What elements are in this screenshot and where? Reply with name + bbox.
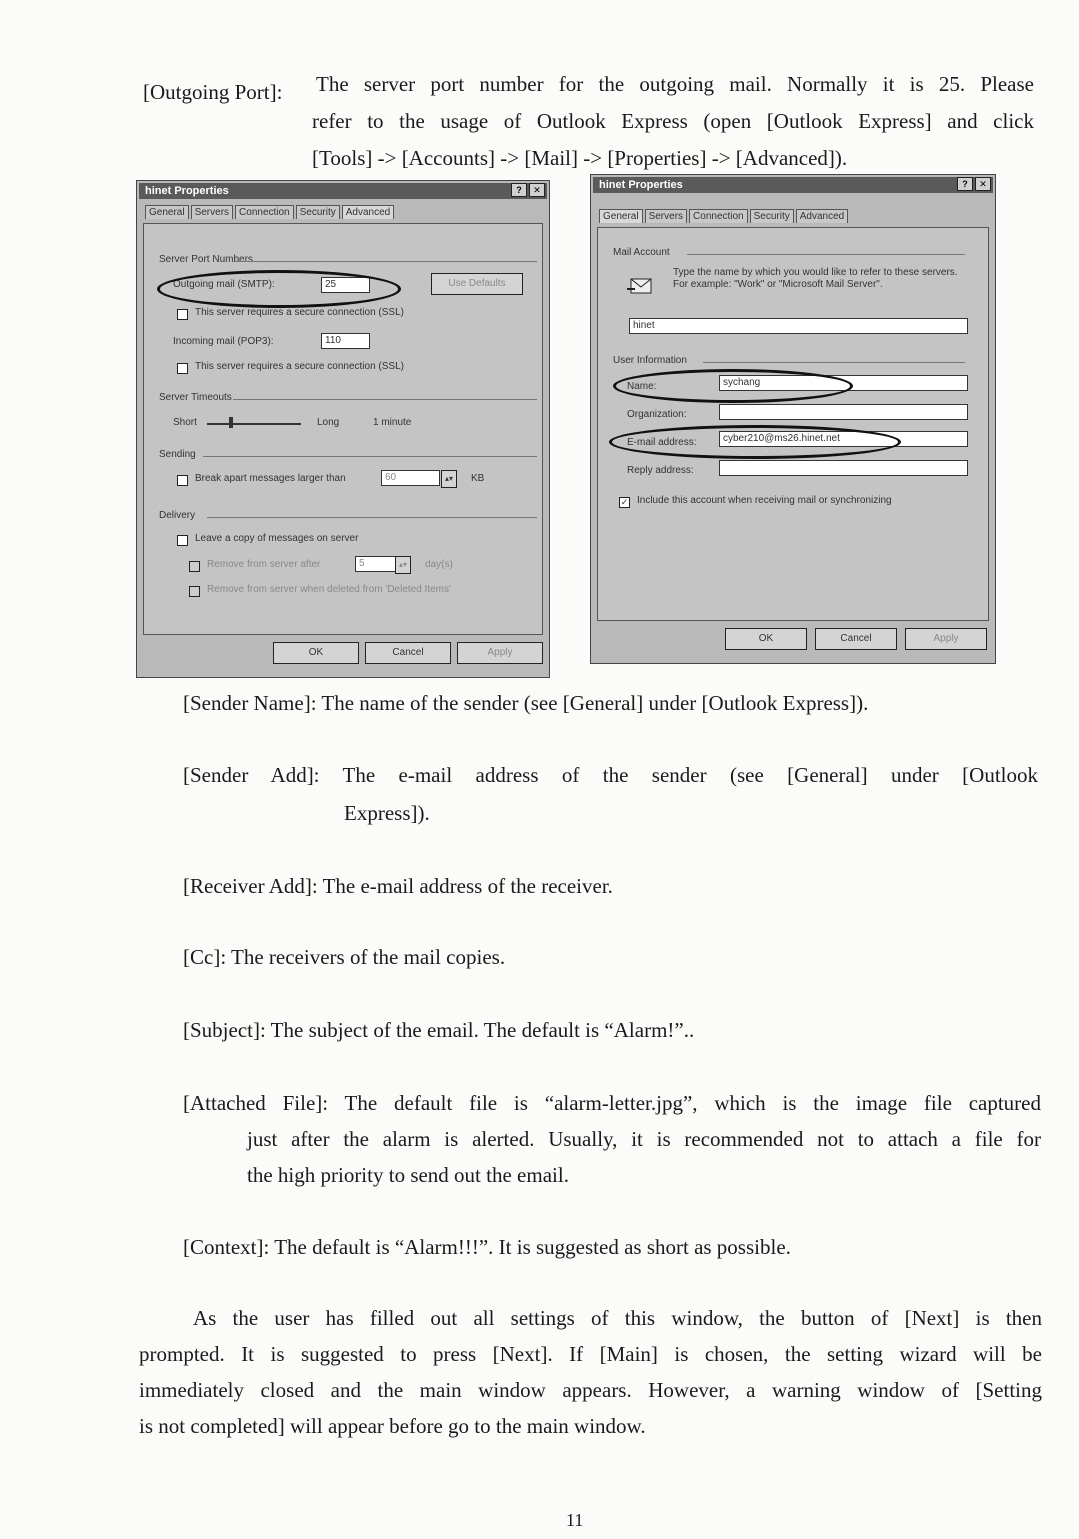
tab-connection[interactable]: Connection — [235, 205, 294, 219]
remove-after-checkbox[interactable] — [189, 561, 200, 572]
ok-button[interactable]: OK — [725, 628, 807, 650]
name-label: Name: — [627, 381, 657, 392]
outgoing-mail-label: Outgoing mail (SMTP): — [173, 279, 275, 290]
tab-connection[interactable]: Connection — [689, 209, 748, 223]
remove-after-label: Remove from server after — [207, 559, 321, 570]
help-button[interactable]: ? — [957, 177, 973, 191]
organization-label: Organization: — [627, 409, 687, 420]
leave-copy-label: Leave a copy of messages on server — [195, 533, 359, 544]
sending-group-label: Sending — [159, 449, 196, 460]
dialog-title: hinet Properties — [145, 185, 229, 197]
tab-advanced[interactable]: Advanced — [796, 209, 848, 223]
group-divider — [203, 456, 537, 457]
cancel-button[interactable]: Cancel — [365, 642, 451, 664]
email-address-input[interactable]: cyber210@ms26.hinet.net — [719, 431, 968, 447]
sender-name-description: [Sender Name]: The name of the sender (see [General] under [Outlook Express]). — [183, 691, 869, 715]
context-description: [Context]: The default is “Alarm!!!”. It is suggested as short as possible. — [183, 1235, 791, 1259]
remove-deleted-label: Remove from server when deleted from 'Deleted Items' — [207, 584, 451, 595]
sender-add-description-line-2: Express]). — [344, 801, 430, 825]
ok-button[interactable]: OK — [273, 642, 359, 664]
close-button[interactable]: ✕ — [529, 183, 545, 197]
ssl-incoming-label: This server requires a secure connection (SSL) — [195, 361, 404, 372]
break-apart-size-input[interactable]: 60 — [381, 470, 440, 486]
sender-add-description-line-1: [Sender Add]: The e-mail address of the sender (see [General] under [Outlook — [183, 763, 1038, 787]
closing-paragraph-line-1: As the user has filled out all settings of this window, the button of [Next] is then — [193, 1306, 1042, 1330]
dialog-title: hinet Properties — [599, 179, 683, 191]
tab-security[interactable]: Security — [296, 205, 340, 219]
break-apart-checkbox[interactable] — [177, 475, 188, 486]
close-button[interactable]: ✕ — [975, 177, 991, 191]
advanced-properties-dialog — [136, 180, 550, 678]
incoming-port-input[interactable]: 110 — [321, 333, 370, 349]
include-account-label: Include this account when receiving mail or synchronizing — [637, 495, 892, 506]
cancel-button[interactable]: Cancel — [815, 628, 897, 650]
timeout-slider-thumb[interactable] — [229, 417, 233, 428]
apply-button[interactable]: Apply — [905, 628, 987, 650]
include-account-checkbox[interactable]: ✓ — [620, 497, 629, 507]
timeout-short-label: Short — [173, 417, 197, 428]
tab-security[interactable]: Security — [750, 209, 794, 223]
general-properties-dialog — [590, 174, 996, 664]
page-number: 11 — [566, 1510, 584, 1530]
mail-account-group-label: Mail Account — [613, 247, 670, 258]
ssl-outgoing-checkbox[interactable] — [177, 309, 188, 320]
account-name-input[interactable]: hinet — [629, 318, 968, 334]
apply-button[interactable]: Apply — [457, 642, 543, 664]
outgoing-port-line-2: refer to the usage of Outlook Express (open [Outlook Express] and click — [312, 109, 1034, 133]
tab-advanced[interactable]: Advanced — [342, 205, 394, 219]
ssl-incoming-checkbox[interactable] — [177, 363, 188, 374]
ssl-outgoing-label: This server requires a secure connection (SSL) — [195, 307, 404, 318]
closing-paragraph-line-4: is not completed] will appear before go to the main window. — [139, 1414, 646, 1438]
help-button[interactable]: ? — [511, 183, 527, 197]
tab-servers[interactable]: Servers — [645, 209, 687, 223]
attached-file-description-line-3: the high priority to send out the email. — [247, 1163, 569, 1187]
outgoing-port-label: [Outgoing Port]: — [143, 80, 283, 104]
days-unit-label: day(s) — [425, 559, 453, 570]
email-address-label: E-mail address: — [627, 437, 697, 448]
delivery-group-label: Delivery — [159, 510, 196, 521]
dialog-title-bar — [139, 183, 547, 199]
kb-unit-label: KB — [471, 473, 485, 484]
server-ports-group-label: Server Port Numbers — [159, 254, 253, 265]
outgoing-port-line-1: The server port number for the outgoing mail. Normally it is 25. Please — [316, 72, 1034, 96]
tab-strip — [145, 205, 396, 219]
group-divider — [703, 362, 965, 363]
receiver-add-description: [Receiver Add]: The e-mail address of the receiver. — [183, 874, 613, 898]
closing-paragraph-line-2: prompted. It is suggested to press [Next]. If [Main] is chosen, the setting wizard will be — [139, 1342, 1042, 1366]
group-divider — [207, 517, 537, 518]
use-defaults-button[interactable]: Use Defaults — [431, 273, 523, 295]
remove-after-spinner[interactable]: ▴▾ — [395, 556, 411, 574]
organization-input[interactable] — [719, 404, 968, 420]
incoming-mail-label: Incoming mail (POP3): — [173, 336, 274, 347]
dialog-title-bar — [593, 177, 993, 193]
subject-description: [Subject]: The subject of the email. The default is “Alarm!”.. — [183, 1018, 695, 1042]
outgoing-port-input[interactable]: 25 — [321, 277, 370, 293]
break-apart-label: Break apart messages larger than — [195, 473, 346, 484]
name-highlight — [613, 369, 853, 403]
reply-address-input[interactable] — [719, 460, 968, 476]
tab-general[interactable]: General — [599, 209, 643, 223]
attached-file-description-line-2: just after the alarm is alerted. Usually, it is recommended not to attach a file for — [247, 1127, 1041, 1151]
timeout-long-label: Long — [317, 417, 340, 428]
cc-description: [Cc]: The receivers of the mail copies. — [183, 945, 506, 969]
remove-deleted-checkbox[interactable] — [189, 586, 200, 597]
tab-general[interactable]: General — [145, 205, 189, 219]
reply-address-label: Reply address: — [627, 465, 694, 476]
break-apart-spinner[interactable]: ▴▾ — [441, 470, 457, 488]
name-input[interactable]: sychang — [719, 375, 968, 391]
group-divider — [233, 399, 537, 400]
timeout-value: 1 minute — [373, 417, 412, 428]
email-address-highlight — [609, 425, 901, 459]
closing-paragraph-line-3: immediately closed and the main window appears. However, a warning window of [Setting — [139, 1378, 1042, 1402]
remove-after-days-input[interactable]: 5 — [355, 556, 396, 572]
outgoing-port-highlight — [157, 270, 401, 308]
leave-copy-checkbox[interactable] — [177, 535, 188, 546]
outgoing-port-line-3: [Tools] -> [Accounts] -> [Mail] -> [Properties] -> [Advanced]). — [312, 146, 848, 170]
attached-file-description-line-1: [Attached File]: The default file is “alarm-letter.jpg”, which is the image file captured — [183, 1091, 1041, 1115]
user-info-group-label: User Information — [613, 355, 687, 366]
tab-servers[interactable]: Servers — [191, 205, 233, 219]
mail-account-icon — [625, 275, 655, 297]
mail-account-description: Type the name by which you would like to refer to these servers. For example: "Work" or "Microsoft Mail Server". — [673, 267, 958, 290]
group-divider — [237, 261, 537, 262]
tab-strip — [599, 209, 850, 223]
group-divider — [687, 254, 965, 255]
timeout-slider-track — [207, 423, 301, 425]
server-timeouts-group-label: Server Timeouts — [159, 392, 232, 403]
